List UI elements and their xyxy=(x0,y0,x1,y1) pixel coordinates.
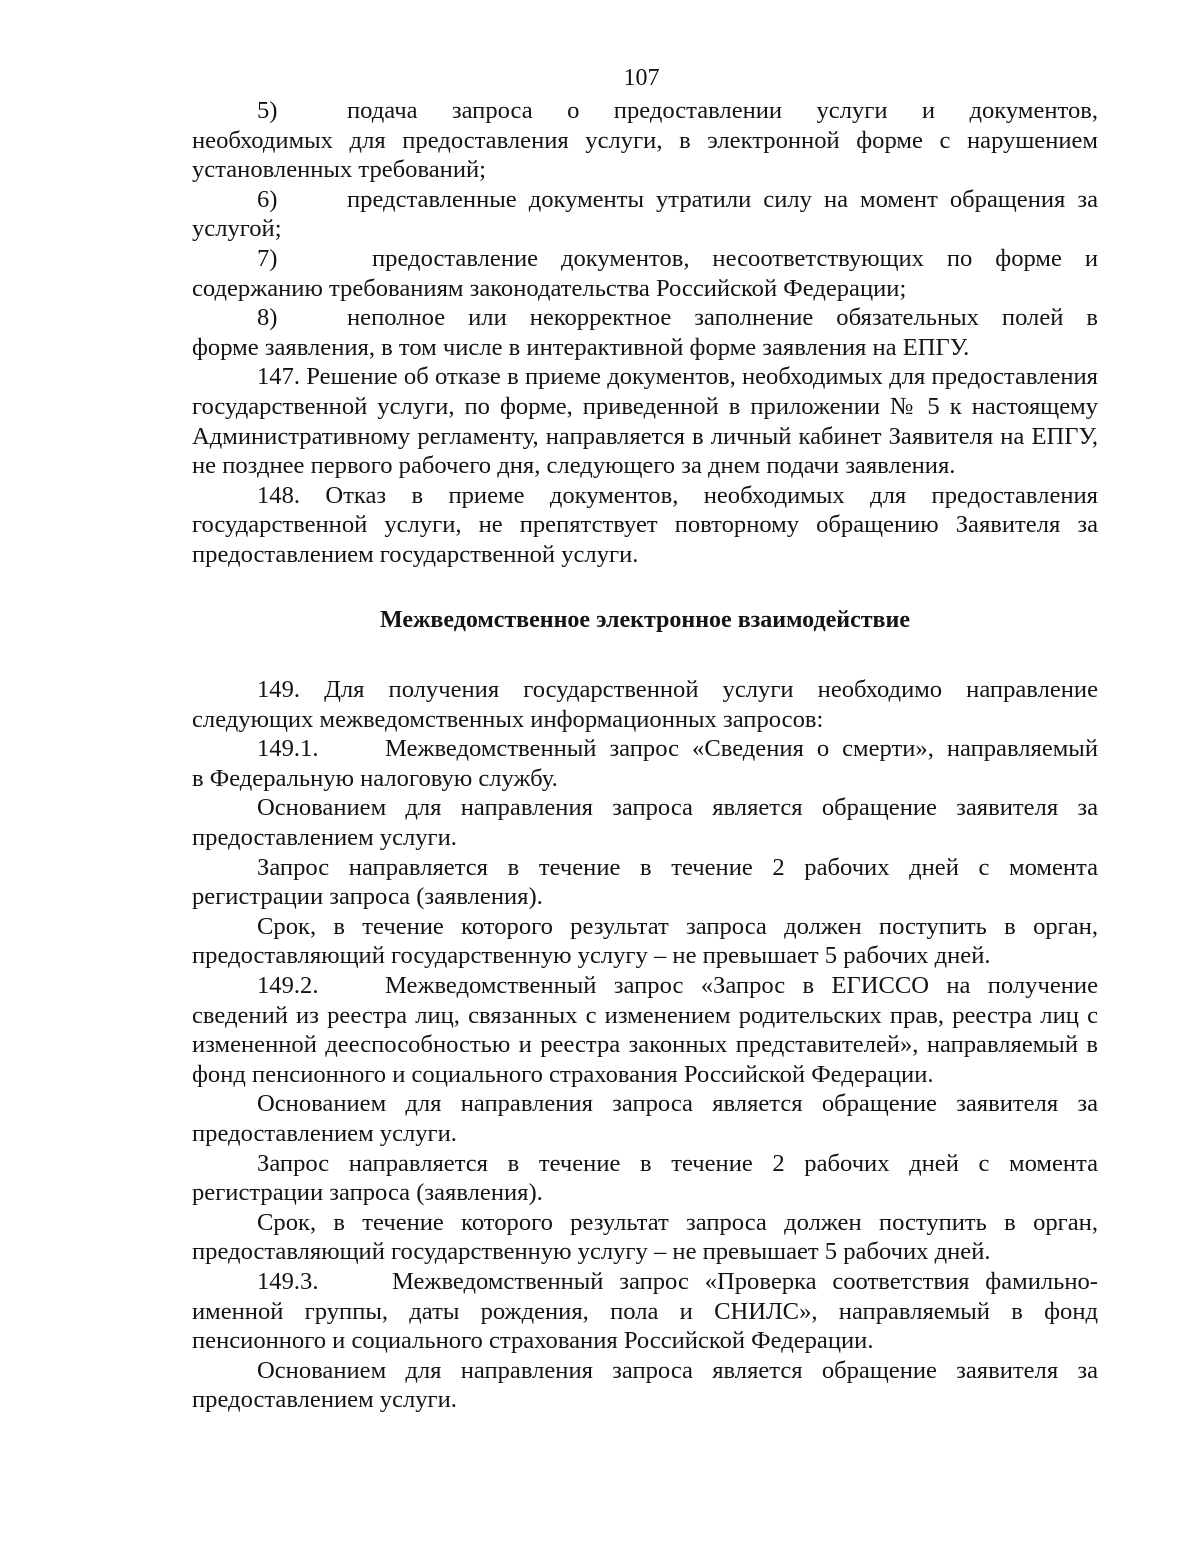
basis-paragraph: Основанием для направления запроса является обращение заявителя за предоставлением услуги. xyxy=(192,1356,1098,1414)
item-text: представленные документы утратили силу на момент обращения за xyxy=(347,185,1098,213)
item-number: 149.2. xyxy=(257,972,319,1000)
item-text: предоставление документов, несоответствующих по форме и xyxy=(372,244,1098,272)
document-body xyxy=(192,96,1098,1415)
basis-paragraph: Основанием для направления запроса является обращение заявителя за предоставлением услуги. xyxy=(192,1090,1098,1147)
item-text-continued: форме заявления, в том числе в интерактивной форме заявления на ЕПГУ. xyxy=(192,333,970,361)
item-text: подача запроса о предоставлении услуги и документов, xyxy=(347,97,1098,124)
subsection-149-1 xyxy=(192,734,1098,793)
section-heading: Межведомственное электронное взаимодействие xyxy=(380,606,910,633)
item-number: 7) xyxy=(257,244,278,272)
item-text-continued: именной группы, даты рождения, пола и СНИЛС», направляемый в фонд пенсионного и социального страхования Российской Федерации. xyxy=(192,1297,1098,1355)
response-term-paragraph: Срок, в течение которого результат запроса должен поступить в орган, предоставляющий государственную услугу – не превышает 5 рабочих дней. xyxy=(192,912,1098,970)
basis-paragraph: Основанием для направления запроса является обращение заявителя за предоставлением услуги. xyxy=(192,794,1098,852)
request-timing-paragraph: Запрос направляется в течение в течение 2 рабочих дней с момента регистрации запроса (заявления). xyxy=(192,1149,1098,1207)
item-number: 8) xyxy=(257,304,278,332)
item-text-continued: необходимых для предоставления услуги, в электронной форме с нарушением установленных требований; xyxy=(192,126,1098,184)
page-number: 107 xyxy=(623,65,660,91)
list-item-5 xyxy=(192,96,1098,185)
item-text: Межведомственный запрос «Сведения о смерти», направляемый xyxy=(385,735,1098,763)
response-term-paragraph: Срок, в течение которого результат запроса должен поступить в орган, предоставляющий государственную услугу – не превышает 5 рабочих дней. xyxy=(192,1208,1098,1266)
item-text-continued: содержанию требованиям законодательства Российской Федерации; xyxy=(192,274,907,302)
item-text: Межведомственный запрос «Проверка соответствия фамильно- xyxy=(392,1267,1098,1295)
item-text-continued: в Федеральную налоговую службу. xyxy=(192,764,558,792)
item-text: неполное или некорректное заполнение обязательных полей в xyxy=(347,304,1098,332)
list-item-8 xyxy=(192,303,1098,362)
paragraph-148: 148. Отказ в приеме документов, необходимых для предоставления государственной услуги, не препятствует повторному обращению Заявителя за предоставлением государственной услуги. xyxy=(192,481,1098,568)
item-text-continued: сведений из реестра лиц, связанных с изменением родительских прав, реестра лиц с измененной дееспособностью и реестра законных представителей», направляемый в фонд пенсионного и социального страхования Российской Федерации. xyxy=(192,1001,1098,1088)
item-number: 5) xyxy=(257,97,278,124)
item-text: Межведомственный запрос «Запрос в ЕГИССО на получение xyxy=(385,972,1098,1000)
subsection-149-3 xyxy=(192,1267,1098,1356)
list-item-6 xyxy=(192,185,1098,244)
item-number: 6) xyxy=(257,185,278,213)
list-item-7 xyxy=(192,244,1098,303)
item-text-continued: услугой; xyxy=(192,215,282,243)
item-number: 149.1. xyxy=(257,735,319,763)
item-number: 149.3. xyxy=(257,1267,319,1295)
paragraph-149: 149. Для получения государственной услуги необходимо направление следующих межведомственных информационных запросов: xyxy=(192,676,1098,733)
paragraph-147: 147. Решение об отказе в приеме документов, необходимых для предоставления государственной услуги, по форме, приведенной в приложении № 5 к настоящему Административному регламенту, направляется в личный кабинет Заявителя на ЕПГУ, не позднее первого рабочего дня, следующего за днем подачи заявления. xyxy=(192,363,1098,480)
subsection-149-2 xyxy=(192,971,1098,1089)
request-timing-paragraph: Запрос направляется в течение в течение 2 рабочих дней с момента регистрации запроса (заявления). xyxy=(192,853,1098,911)
